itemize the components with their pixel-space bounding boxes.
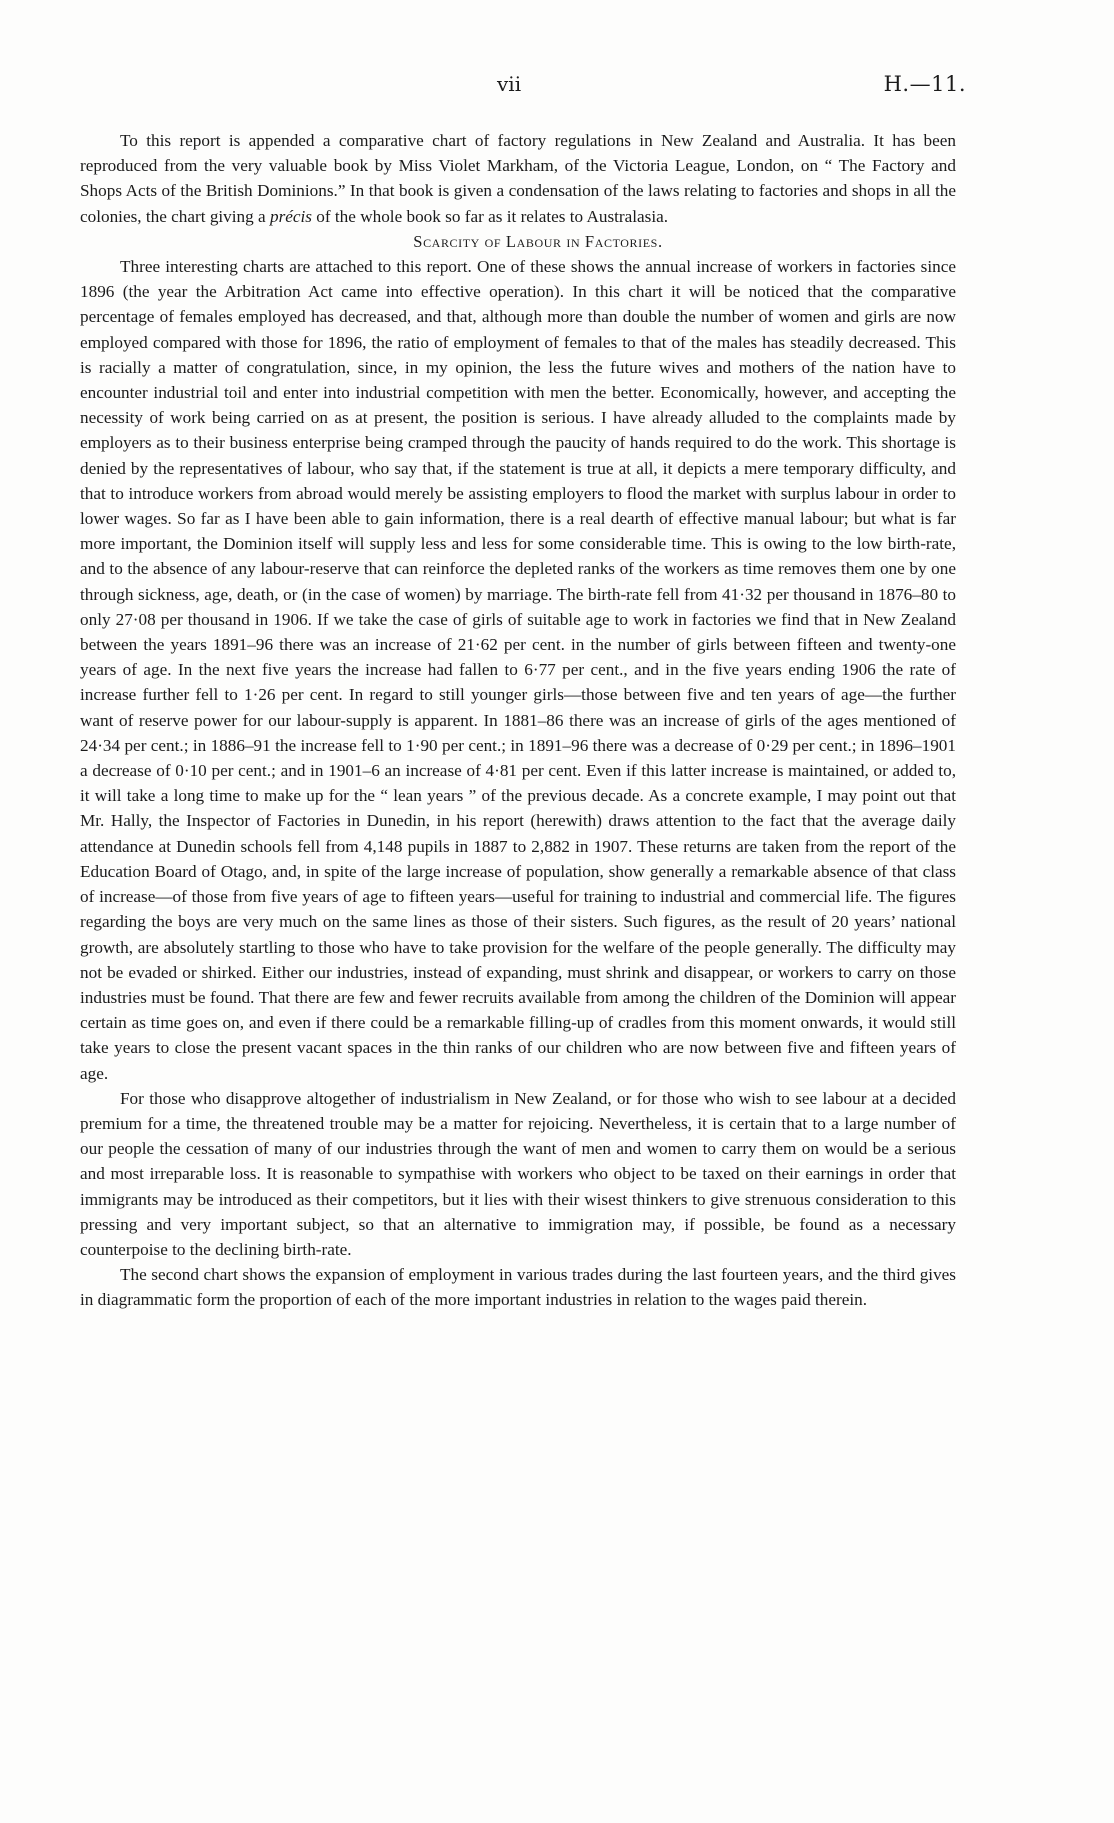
intro-emphasis: précis bbox=[269, 206, 312, 226]
page-header bbox=[0, 72, 1114, 102]
section-heading: Scarcity of Labour in Factories. bbox=[413, 231, 663, 251]
body-text bbox=[80, 128, 956, 1313]
intro-text: To this report is appended a comparative chart of factory regulations in New Zealand and Australia. It has been reproduced from the very valuable book by Miss Violet Markham, of the Victoria League, London, on “ The Factory and Shops Acts of the British Dominions.” In that book is given a condensation of the laws relating to factories and shops in all the colonies, the chart giving a bbox=[80, 131, 956, 226]
intro-paragraph bbox=[80, 128, 956, 229]
page-number: vii bbox=[497, 72, 522, 96]
paragraph-scarcity: Three interesting charts are attached to this report. One of these shows the annual increase of workers in factories since 1896 (the year the Arbitration Act came into effective operation). In this chart it will be noticed that the comparative percentage of females employed has decreased, and that, although more than double the number of women and girls are now employed compared with those for 1896, the ratio of employment of females to that of the males has steadily decreased. This is racially a matter of congratulation, since, in my opinion, the less the future wives and mothers of the nation have to encounter industrial toil and enter into industrial competition with men the better. Economically, however, and accepting the necessity of work being carried on as at present, the position is serious. I have already alluded to the complaints made by employers as to their business enterprise being cramped through the paucity of hands required to do the work. This shortage is denied by the representatives of labour, who say that, if the statement is true at all, it depicts a mere temporary difficulty, and that to introduce workers from abroad would merely be assisting employers to flood the market with surplus labour in order to lower wages. So far as I have been able to gain information, there is a real dearth of effective manual labour; but what is far more important, the Dominion itself will supply less and less for some considerable time. This is owing to the low birth-rate, and to the absence of any labour-reserve that can reinforce the depleted ranks of the workers as time removes them one by one through sickness, age, death, or (in the case of women) by marriage. The birth-rate fell from 41·32 per thousand in 1876–80 to only 27·08 per thousand in 1906. If we take the case of girls of suitable age to work in factories we find that in New Zealand between the years 1891–96 there was an increase of 21·62 per cent. in the number of girls between fifteen and twenty-one years of age. In the next five years the increase had fallen to 6·77 per cent., and in the five years ending 1906 the rate of increase further fell to 1·26 per cent. In regard to still younger girls—those between five and ten years of age—the further want of reserve power for our labour-supply is apparent. In 1881–86 there was an increase of girls of the ages mentioned of 24·34 per cent.; in 1886–91 the increase fell to 1·90 per cent.; in 1891–96 there was a decrease of 0·29 per cent.; in 1896–1901 a decrease of 0·10 per cent.; and in 1901–6 an increase of 4·81 per cent. Even if this latter increase is maintained, or added to, it will take a long time to make up for the “ lean years ” of the previous decade. As a concrete example, I may point out that Mr. Hally, the Inspector of Factories in Dunedin, in his report (herewith) draws attention to the fact that the average daily attendance at Dunedin schools fell from 4,148 pupils in 1887 to 2,882 in 1907. These returns are taken from the report of the Education Board of Otago, and, in spite of the large increase of population, show generally a remarkable absence of that class of increase—of those from five years of age to fifteen years—useful for training to industrial and commercial life. The figures regarding the boys are very much on the same lines as those of their sisters. Such figures, as the result of 20 years’ national growth, are absolutely startling to those who have to take provision for the welfare of the people generally. The difficulty may not be evaded or shirked. Either our industries, instead of expanding, must shrink and disappear, or workers to carry on those industries must be found. That there are few and fewer recruits available from among the children of the Dominion will appear certain as time goes on, and even if there could be a remarkable filling-up of cradles from this moment onwards, it would still take years to close the present vacant spaces in the thin ranks of our children who are now between five and fifteen years of age. bbox=[80, 257, 956, 1083]
document-reference: H.—11. bbox=[883, 72, 966, 96]
paragraph-charts: The second chart shows the expansion of employment in various trades during the last fourteen years, and the third gives in diagrammatic form the proportion of each of the more important industries in relation to the wages paid therein. bbox=[80, 1265, 956, 1310]
paragraph-industrialism: For those who disapprove altogether of industrialism in New Zealand, or for those who wish to see labour at a decided premium for a time, the threatened trouble may be a matter for rejoicing. Nevertheless, it is certain that to a large number of our people the cessation of many of our industries through the want of men and women to carry them on would be a serious and most irreparable loss. It is reasonable to sympathise with workers who object to be taxed on their earnings in order that immigrants may be introduced as their competitors, but it lies with their wisest thinkers to give strenuous consideration to this pressing and very important subject, so that an alternative to immigration may, if possible, be found as a necessary counterpoise to the declining birth-rate. bbox=[80, 1088, 956, 1259]
intro-text-end: of the whole book so far as it relates to Australasia. bbox=[316, 206, 669, 226]
